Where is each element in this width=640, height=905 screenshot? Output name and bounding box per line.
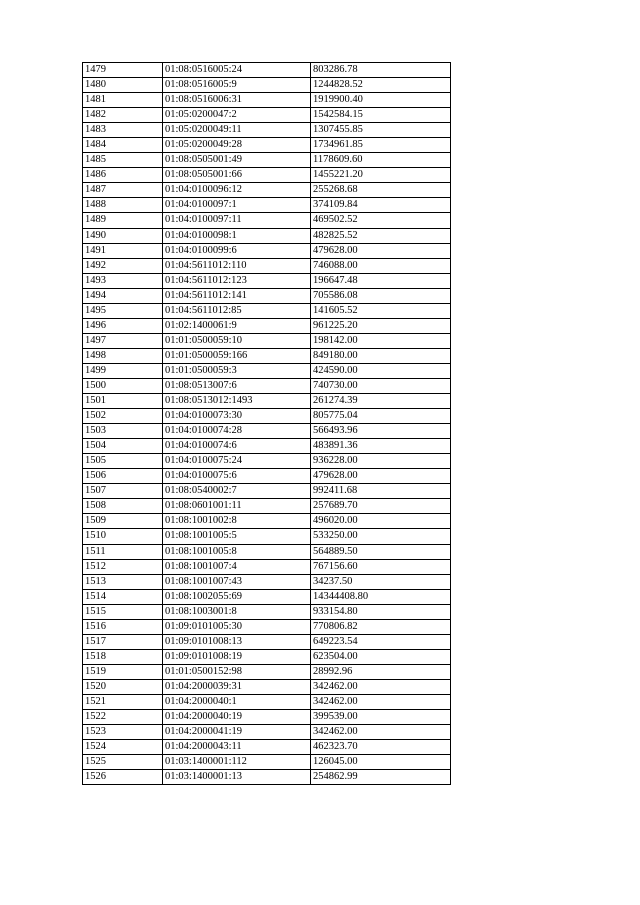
value-cell: 462323.70 bbox=[311, 740, 451, 755]
value-cell: 1455221.20 bbox=[311, 168, 451, 183]
row-number-cell: 1482 bbox=[83, 108, 163, 123]
value-cell: 961225.20 bbox=[311, 318, 451, 333]
cadastral-number-cell: 01:01:0500059:10 bbox=[163, 333, 311, 348]
value-cell: 342462.00 bbox=[311, 725, 451, 740]
value-cell: 255268.68 bbox=[311, 183, 451, 198]
row-number-cell: 1517 bbox=[83, 634, 163, 649]
row-number-cell: 1518 bbox=[83, 649, 163, 664]
value-cell: 399539.00 bbox=[311, 710, 451, 725]
row-number-cell: 1494 bbox=[83, 288, 163, 303]
value-cell: 992411.68 bbox=[311, 484, 451, 499]
cadastral-number-cell: 01:08:0516005:24 bbox=[163, 63, 311, 78]
value-cell: 34237.50 bbox=[311, 574, 451, 589]
table-row bbox=[83, 589, 451, 604]
row-number-cell: 1495 bbox=[83, 303, 163, 318]
row-number-cell: 1501 bbox=[83, 394, 163, 409]
value-cell: 479628.00 bbox=[311, 469, 451, 484]
cadastral-number-cell: 01:03:1400001:112 bbox=[163, 755, 311, 770]
cadastral-number-cell: 01:05:0200049:28 bbox=[163, 138, 311, 153]
table-row bbox=[83, 529, 451, 544]
cadastral-number-cell: 01:04:2000040:19 bbox=[163, 710, 311, 725]
table-row bbox=[83, 213, 451, 228]
cadastral-number-cell: 01:04:5611012:141 bbox=[163, 288, 311, 303]
cadastral-number-cell: 01:08:0516005:9 bbox=[163, 78, 311, 93]
row-number-cell: 1484 bbox=[83, 138, 163, 153]
table-row bbox=[83, 348, 451, 363]
cadastral-number-cell: 01:08:1002055:69 bbox=[163, 589, 311, 604]
table-body bbox=[83, 63, 451, 785]
table-row bbox=[83, 664, 451, 679]
table-row bbox=[83, 499, 451, 514]
table-row bbox=[83, 273, 451, 288]
data-table bbox=[82, 62, 451, 785]
table-row bbox=[83, 333, 451, 348]
table-row bbox=[83, 153, 451, 168]
table-row bbox=[83, 198, 451, 213]
cadastral-number-cell: 01:04:0100099:6 bbox=[163, 243, 311, 258]
row-number-cell: 1480 bbox=[83, 78, 163, 93]
value-cell: 1307455.85 bbox=[311, 123, 451, 138]
table-row bbox=[83, 649, 451, 664]
table-row bbox=[83, 604, 451, 619]
row-number-cell: 1498 bbox=[83, 348, 163, 363]
row-number-cell: 1514 bbox=[83, 589, 163, 604]
value-cell: 740730.00 bbox=[311, 378, 451, 393]
value-cell: 623504.00 bbox=[311, 649, 451, 664]
table-row bbox=[83, 288, 451, 303]
table-row bbox=[83, 108, 451, 123]
table-row bbox=[83, 679, 451, 694]
row-number-cell: 1511 bbox=[83, 544, 163, 559]
table-row bbox=[83, 183, 451, 198]
value-cell: 849180.00 bbox=[311, 348, 451, 363]
table-row bbox=[83, 409, 451, 424]
value-cell: 257689.70 bbox=[311, 499, 451, 514]
table-row bbox=[83, 243, 451, 258]
row-number-cell: 1522 bbox=[83, 710, 163, 725]
cadastral-number-cell: 01:04:0100097:11 bbox=[163, 213, 311, 228]
cadastral-number-cell: 01:04:5611012:123 bbox=[163, 273, 311, 288]
cadastral-number-cell: 01:04:0100074:28 bbox=[163, 424, 311, 439]
row-number-cell: 1502 bbox=[83, 409, 163, 424]
row-number-cell: 1485 bbox=[83, 153, 163, 168]
value-cell: 496020.00 bbox=[311, 514, 451, 529]
row-number-cell: 1493 bbox=[83, 273, 163, 288]
table-row bbox=[83, 740, 451, 755]
cadastral-number-cell: 01:05:0200049:11 bbox=[163, 123, 311, 138]
row-number-cell: 1513 bbox=[83, 574, 163, 589]
value-cell: 770806.82 bbox=[311, 619, 451, 634]
cadastral-number-cell: 01:08:0601001:11 bbox=[163, 499, 311, 514]
value-cell: 649223.54 bbox=[311, 634, 451, 649]
table-row bbox=[83, 439, 451, 454]
cadastral-number-cell: 01:09:0101008:19 bbox=[163, 649, 311, 664]
cadastral-number-cell: 01:03:1400001:13 bbox=[163, 770, 311, 785]
cadastral-number-cell: 01:04:5611012:110 bbox=[163, 258, 311, 273]
table-row bbox=[83, 544, 451, 559]
table-row bbox=[83, 710, 451, 725]
cadastral-number-cell: 01:04:0100073:30 bbox=[163, 409, 311, 424]
row-number-cell: 1520 bbox=[83, 679, 163, 694]
cadastral-number-cell: 01:04:0100097:1 bbox=[163, 198, 311, 213]
row-number-cell: 1524 bbox=[83, 740, 163, 755]
row-number-cell: 1507 bbox=[83, 484, 163, 499]
row-number-cell: 1515 bbox=[83, 604, 163, 619]
table-row bbox=[83, 303, 451, 318]
table-row bbox=[83, 634, 451, 649]
row-number-cell: 1487 bbox=[83, 183, 163, 198]
row-number-cell: 1505 bbox=[83, 454, 163, 469]
table-row bbox=[83, 78, 451, 93]
row-number-cell: 1508 bbox=[83, 499, 163, 514]
cadastral-number-cell: 01:08:0513012:1493 bbox=[163, 394, 311, 409]
table-row bbox=[83, 484, 451, 499]
cadastral-number-cell: 01:09:0101008:13 bbox=[163, 634, 311, 649]
value-cell: 483891.36 bbox=[311, 439, 451, 454]
value-cell: 479628.00 bbox=[311, 243, 451, 258]
value-cell: 254862.99 bbox=[311, 770, 451, 785]
value-cell: 482825.52 bbox=[311, 228, 451, 243]
cadastral-number-cell: 01:04:2000041:19 bbox=[163, 725, 311, 740]
table-row bbox=[83, 138, 451, 153]
cadastral-number-cell: 01:04:2000043:11 bbox=[163, 740, 311, 755]
value-cell: 1734961.85 bbox=[311, 138, 451, 153]
value-cell: 28992.96 bbox=[311, 664, 451, 679]
cadastral-number-cell: 01:04:0100074:6 bbox=[163, 439, 311, 454]
row-number-cell: 1496 bbox=[83, 318, 163, 333]
table-row bbox=[83, 514, 451, 529]
value-cell: 196647.48 bbox=[311, 273, 451, 288]
value-cell: 805775.04 bbox=[311, 409, 451, 424]
row-number-cell: 1526 bbox=[83, 770, 163, 785]
value-cell: 767156.60 bbox=[311, 559, 451, 574]
value-cell: 469502.52 bbox=[311, 213, 451, 228]
table-row bbox=[83, 63, 451, 78]
row-number-cell: 1512 bbox=[83, 559, 163, 574]
value-cell: 342462.00 bbox=[311, 679, 451, 694]
value-cell: 141605.52 bbox=[311, 303, 451, 318]
table-row bbox=[83, 619, 451, 634]
value-cell: 803286.78 bbox=[311, 63, 451, 78]
table-row bbox=[83, 93, 451, 108]
table-row bbox=[83, 574, 451, 589]
value-cell: 566493.96 bbox=[311, 424, 451, 439]
table-row bbox=[83, 394, 451, 409]
value-cell: 261274.39 bbox=[311, 394, 451, 409]
row-number-cell: 1492 bbox=[83, 258, 163, 273]
cadastral-number-cell: 01:08:0513007:6 bbox=[163, 378, 311, 393]
value-cell: 936228.00 bbox=[311, 454, 451, 469]
cadastral-number-cell: 01:01:0500059:166 bbox=[163, 348, 311, 363]
cadastral-number-cell: 01:04:0100098:1 bbox=[163, 228, 311, 243]
cadastral-number-cell: 01:02:1400061:9 bbox=[163, 318, 311, 333]
row-number-cell: 1523 bbox=[83, 725, 163, 740]
row-number-cell: 1521 bbox=[83, 694, 163, 709]
table-row bbox=[83, 725, 451, 740]
row-number-cell: 1483 bbox=[83, 123, 163, 138]
cadastral-number-cell: 01:08:0505001:49 bbox=[163, 153, 311, 168]
value-cell: 533250.00 bbox=[311, 529, 451, 544]
value-cell: 564889.50 bbox=[311, 544, 451, 559]
value-cell: 342462.00 bbox=[311, 694, 451, 709]
table-row bbox=[83, 559, 451, 574]
row-number-cell: 1509 bbox=[83, 514, 163, 529]
row-number-cell: 1499 bbox=[83, 363, 163, 378]
cadastral-number-cell: 01:08:0505001:66 bbox=[163, 168, 311, 183]
value-cell: 1919900.40 bbox=[311, 93, 451, 108]
cadastral-number-cell: 01:04:5611012:85 bbox=[163, 303, 311, 318]
table-row bbox=[83, 755, 451, 770]
row-number-cell: 1479 bbox=[83, 63, 163, 78]
cadastral-number-cell: 01:09:0101005:30 bbox=[163, 619, 311, 634]
cadastral-number-cell: 01:08:1001005:8 bbox=[163, 544, 311, 559]
cadastral-number-cell: 01:05:0200047:2 bbox=[163, 108, 311, 123]
value-cell: 374109.84 bbox=[311, 198, 451, 213]
row-number-cell: 1506 bbox=[83, 469, 163, 484]
table-row bbox=[83, 228, 451, 243]
value-cell: 424590.00 bbox=[311, 363, 451, 378]
value-cell: 198142.00 bbox=[311, 333, 451, 348]
row-number-cell: 1486 bbox=[83, 168, 163, 183]
table-row bbox=[83, 123, 451, 138]
table-row bbox=[83, 454, 451, 469]
table-row bbox=[83, 469, 451, 484]
table-row bbox=[83, 363, 451, 378]
row-number-cell: 1516 bbox=[83, 619, 163, 634]
row-number-cell: 1500 bbox=[83, 378, 163, 393]
table-row bbox=[83, 168, 451, 183]
row-number-cell: 1510 bbox=[83, 529, 163, 544]
cadastral-number-cell: 01:04:0100096:12 bbox=[163, 183, 311, 198]
cadastral-number-cell: 01:08:0516006:31 bbox=[163, 93, 311, 108]
cadastral-number-cell: 01:08:1001007:4 bbox=[163, 559, 311, 574]
cadastral-number-cell: 01:08:0540002:7 bbox=[163, 484, 311, 499]
cadastral-number-cell: 01:08:1003001:8 bbox=[163, 604, 311, 619]
row-number-cell: 1525 bbox=[83, 755, 163, 770]
row-number-cell: 1490 bbox=[83, 228, 163, 243]
cadastral-number-cell: 01:08:1001007:43 bbox=[163, 574, 311, 589]
table-row bbox=[83, 378, 451, 393]
table-row bbox=[83, 318, 451, 333]
cadastral-number-cell: 01:08:1001002:8 bbox=[163, 514, 311, 529]
cadastral-number-cell: 01:04:2000039:31 bbox=[163, 679, 311, 694]
row-number-cell: 1481 bbox=[83, 93, 163, 108]
row-number-cell: 1491 bbox=[83, 243, 163, 258]
table-row bbox=[83, 424, 451, 439]
value-cell: 1244828.52 bbox=[311, 78, 451, 93]
row-number-cell: 1519 bbox=[83, 664, 163, 679]
row-number-cell: 1503 bbox=[83, 424, 163, 439]
cadastral-number-cell: 01:04:0100075:24 bbox=[163, 454, 311, 469]
cadastral-number-cell: 01:08:1001005:5 bbox=[163, 529, 311, 544]
value-cell: 1178609.60 bbox=[311, 153, 451, 168]
table-row bbox=[83, 694, 451, 709]
table-row bbox=[83, 770, 451, 785]
value-cell: 1542584.15 bbox=[311, 108, 451, 123]
row-number-cell: 1489 bbox=[83, 213, 163, 228]
row-number-cell: 1497 bbox=[83, 333, 163, 348]
cadastral-number-cell: 01:01:0500152:98 bbox=[163, 664, 311, 679]
row-number-cell: 1488 bbox=[83, 198, 163, 213]
value-cell: 933154.80 bbox=[311, 604, 451, 619]
value-cell: 126045.00 bbox=[311, 755, 451, 770]
cadastral-number-cell: 01:04:0100075:6 bbox=[163, 469, 311, 484]
value-cell: 746088.00 bbox=[311, 258, 451, 273]
cadastral-number-cell: 01:04:2000040:1 bbox=[163, 694, 311, 709]
row-number-cell: 1504 bbox=[83, 439, 163, 454]
value-cell: 14344408.80 bbox=[311, 589, 451, 604]
value-cell: 705586.08 bbox=[311, 288, 451, 303]
cadastral-number-cell: 01:01:0500059:3 bbox=[163, 363, 311, 378]
table-row bbox=[83, 258, 451, 273]
